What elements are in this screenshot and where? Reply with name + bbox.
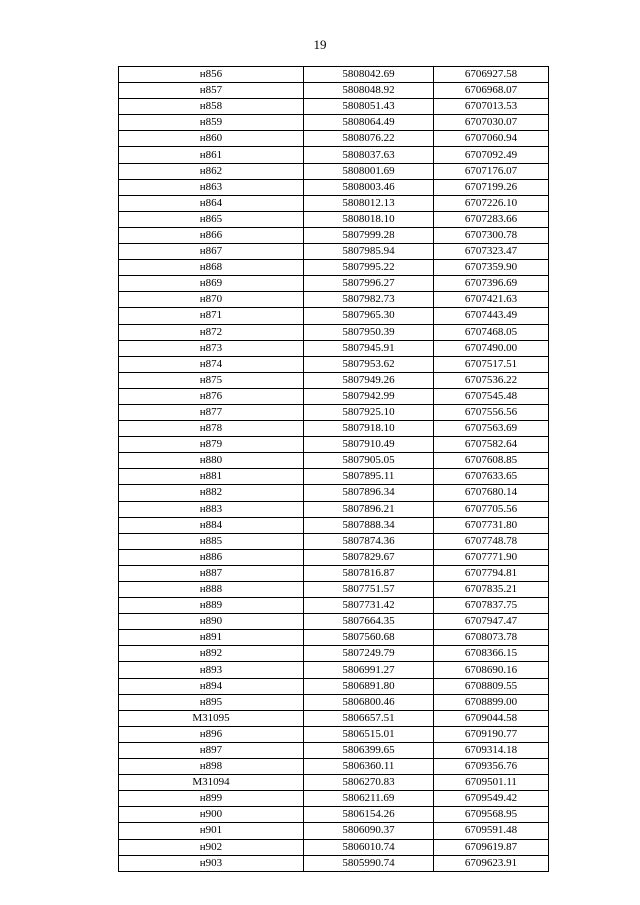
x-coordinate-cell: 5807829.67 xyxy=(304,549,434,565)
y-coordinate-cell: 6709591.48 xyxy=(434,823,549,839)
y-coordinate-cell: 6707731.80 xyxy=(434,517,549,533)
x-coordinate-cell: 5807965.30 xyxy=(304,308,434,324)
x-coordinate-cell: 5808003.46 xyxy=(304,179,434,195)
y-coordinate-cell: 6707748.78 xyxy=(434,533,549,549)
table-row xyxy=(119,791,549,807)
x-coordinate-cell: 5807950.39 xyxy=(304,324,434,340)
point-name-cell: н871 xyxy=(119,308,304,324)
y-coordinate-cell: 6707705.56 xyxy=(434,501,549,517)
table-row xyxy=(119,99,549,115)
x-coordinate-cell: 5807896.34 xyxy=(304,485,434,501)
y-coordinate-cell: 6708809.55 xyxy=(434,678,549,694)
table-row xyxy=(119,549,549,565)
table-row xyxy=(119,308,549,324)
point-name-cell: н888 xyxy=(119,582,304,598)
y-coordinate-cell: 6707396.69 xyxy=(434,276,549,292)
x-coordinate-cell: 5806010.74 xyxy=(304,839,434,855)
x-coordinate-cell: 5807905.05 xyxy=(304,453,434,469)
point-name-cell: н873 xyxy=(119,340,304,356)
x-coordinate-cell: 5807816.87 xyxy=(304,565,434,581)
y-coordinate-cell: 6707176.07 xyxy=(434,163,549,179)
table-row xyxy=(119,195,549,211)
x-coordinate-cell: 5806211.69 xyxy=(304,791,434,807)
table-row xyxy=(119,646,549,662)
point-name-cell: н866 xyxy=(119,227,304,243)
x-coordinate-cell: 5806399.65 xyxy=(304,742,434,758)
x-coordinate-cell: 5806090.37 xyxy=(304,823,434,839)
x-coordinate-cell: 5806991.27 xyxy=(304,662,434,678)
point-name-cell: н861 xyxy=(119,147,304,163)
table-row xyxy=(119,582,549,598)
coordinates-table xyxy=(118,66,549,872)
point-name-cell: н859 xyxy=(119,115,304,131)
x-coordinate-cell: 5807999.28 xyxy=(304,227,434,243)
table-row xyxy=(119,710,549,726)
point-name-cell: н880 xyxy=(119,453,304,469)
point-name-cell: н885 xyxy=(119,533,304,549)
point-name-cell: н883 xyxy=(119,501,304,517)
table-row xyxy=(119,775,549,791)
point-name-cell: н862 xyxy=(119,163,304,179)
table-row xyxy=(119,83,549,99)
table-row xyxy=(119,179,549,195)
table-row xyxy=(119,356,549,372)
y-coordinate-cell: 6708073.78 xyxy=(434,630,549,646)
table-row xyxy=(119,742,549,758)
x-coordinate-cell: 5807751.57 xyxy=(304,582,434,598)
point-name-cell: н902 xyxy=(119,839,304,855)
x-coordinate-cell: 5807949.26 xyxy=(304,372,434,388)
y-coordinate-cell: 6707490.00 xyxy=(434,340,549,356)
table-row xyxy=(119,839,549,855)
point-name-cell: н903 xyxy=(119,855,304,871)
x-coordinate-cell: 5806154.26 xyxy=(304,807,434,823)
table-row xyxy=(119,388,549,404)
y-coordinate-cell: 6707545.48 xyxy=(434,388,549,404)
y-coordinate-cell: 6707013.53 xyxy=(434,99,549,115)
point-name-cell: н877 xyxy=(119,404,304,420)
y-coordinate-cell: 6707421.63 xyxy=(434,292,549,308)
y-coordinate-cell: 6707300.78 xyxy=(434,227,549,243)
point-name-cell: н882 xyxy=(119,485,304,501)
x-coordinate-cell: 5808018.10 xyxy=(304,211,434,227)
x-coordinate-cell: 5808076.22 xyxy=(304,131,434,147)
table-row xyxy=(119,260,549,276)
point-name-cell: н872 xyxy=(119,324,304,340)
x-coordinate-cell: 5807249.79 xyxy=(304,646,434,662)
y-coordinate-cell: 6707226.10 xyxy=(434,195,549,211)
y-coordinate-cell: 6707835.21 xyxy=(434,582,549,598)
table-row xyxy=(119,759,549,775)
point-name-cell: н874 xyxy=(119,356,304,372)
point-name-cell: н879 xyxy=(119,437,304,453)
x-coordinate-cell: 5807888.34 xyxy=(304,517,434,533)
x-coordinate-cell: 5808048.92 xyxy=(304,83,434,99)
x-coordinate-cell: 5807664.35 xyxy=(304,614,434,630)
y-coordinate-cell: 6707323.47 xyxy=(434,244,549,260)
y-coordinate-cell: 6707771.90 xyxy=(434,549,549,565)
y-coordinate-cell: 6707608.85 xyxy=(434,453,549,469)
table-row xyxy=(119,533,549,549)
point-name-cell: н856 xyxy=(119,67,304,83)
x-coordinate-cell: 5806515.01 xyxy=(304,726,434,742)
y-coordinate-cell: 6707359.90 xyxy=(434,260,549,276)
y-coordinate-cell: 6707199.26 xyxy=(434,179,549,195)
x-coordinate-cell: 5808064.49 xyxy=(304,115,434,131)
y-coordinate-cell: 6707092.49 xyxy=(434,147,549,163)
x-coordinate-cell: 5807874.36 xyxy=(304,533,434,549)
table-row xyxy=(119,372,549,388)
y-coordinate-cell: 6709619.87 xyxy=(434,839,549,855)
table-row xyxy=(119,662,549,678)
point-name-cell: н881 xyxy=(119,469,304,485)
y-coordinate-cell: 6707468.05 xyxy=(434,324,549,340)
x-coordinate-cell: 5806657.51 xyxy=(304,710,434,726)
x-coordinate-cell: 5807918.10 xyxy=(304,421,434,437)
point-name-cell: н868 xyxy=(119,260,304,276)
point-name-cell: н893 xyxy=(119,662,304,678)
point-name-cell: М31094 xyxy=(119,775,304,791)
y-coordinate-cell: 6707680.14 xyxy=(434,485,549,501)
table-row xyxy=(119,292,549,308)
table-row xyxy=(119,115,549,131)
point-name-cell: н864 xyxy=(119,195,304,211)
table-row xyxy=(119,807,549,823)
table-row xyxy=(119,565,549,581)
point-name-cell: н876 xyxy=(119,388,304,404)
x-coordinate-cell: 5807995.22 xyxy=(304,260,434,276)
point-name-cell: н900 xyxy=(119,807,304,823)
table-row xyxy=(119,437,549,453)
table-row xyxy=(119,469,549,485)
x-coordinate-cell: 5807945.91 xyxy=(304,340,434,356)
point-name-cell: н870 xyxy=(119,292,304,308)
point-name-cell: н890 xyxy=(119,614,304,630)
coordinates-table-body xyxy=(119,67,549,872)
y-coordinate-cell: 6709549.42 xyxy=(434,791,549,807)
x-coordinate-cell: 5807985.94 xyxy=(304,244,434,260)
table-row xyxy=(119,823,549,839)
x-coordinate-cell: 5807942.99 xyxy=(304,388,434,404)
x-coordinate-cell: 5806800.46 xyxy=(304,694,434,710)
point-name-cell: н891 xyxy=(119,630,304,646)
y-coordinate-cell: 6708690.16 xyxy=(434,662,549,678)
table-row xyxy=(119,227,549,243)
y-coordinate-cell: 6709501.11 xyxy=(434,775,549,791)
x-coordinate-cell: 5808051.43 xyxy=(304,99,434,115)
table-row xyxy=(119,163,549,179)
table-row xyxy=(119,276,549,292)
x-coordinate-cell: 5806270.83 xyxy=(304,775,434,791)
point-name-cell: н897 xyxy=(119,742,304,758)
y-coordinate-cell: 6708899.00 xyxy=(434,694,549,710)
x-coordinate-cell: 5805990.74 xyxy=(304,855,434,871)
point-name-cell: н860 xyxy=(119,131,304,147)
y-coordinate-cell: 6707633.65 xyxy=(434,469,549,485)
table-row xyxy=(119,678,549,694)
table-row xyxy=(119,211,549,227)
y-coordinate-cell: 6709356.76 xyxy=(434,759,549,775)
point-name-cell: н858 xyxy=(119,99,304,115)
y-coordinate-cell: 6707060.94 xyxy=(434,131,549,147)
y-coordinate-cell: 6707283.66 xyxy=(434,211,549,227)
table-row xyxy=(119,855,549,871)
table-row xyxy=(119,485,549,501)
point-name-cell: н896 xyxy=(119,726,304,742)
y-coordinate-cell: 6707794.81 xyxy=(434,565,549,581)
x-coordinate-cell: 5808042.69 xyxy=(304,67,434,83)
y-coordinate-cell: 6706927.58 xyxy=(434,67,549,83)
point-name-cell: н898 xyxy=(119,759,304,775)
point-name-cell: н863 xyxy=(119,179,304,195)
table-row xyxy=(119,404,549,420)
page-number: 19 xyxy=(313,37,327,52)
point-name-cell: н884 xyxy=(119,517,304,533)
point-name-cell: н886 xyxy=(119,549,304,565)
point-name-cell: М31095 xyxy=(119,710,304,726)
point-name-cell: н887 xyxy=(119,565,304,581)
y-coordinate-cell: 6707563.69 xyxy=(434,421,549,437)
y-coordinate-cell: 6707582.64 xyxy=(434,437,549,453)
table-row xyxy=(119,147,549,163)
y-coordinate-cell: 6707443.49 xyxy=(434,308,549,324)
x-coordinate-cell: 5807560.68 xyxy=(304,630,434,646)
x-coordinate-cell: 5808012.13 xyxy=(304,195,434,211)
table-row xyxy=(119,131,549,147)
x-coordinate-cell: 5807996.27 xyxy=(304,276,434,292)
table-row xyxy=(119,694,549,710)
table-row xyxy=(119,501,549,517)
point-name-cell: н857 xyxy=(119,83,304,99)
table-row xyxy=(119,517,549,533)
y-coordinate-cell: 6706968.07 xyxy=(434,83,549,99)
point-name-cell: н867 xyxy=(119,244,304,260)
y-coordinate-cell: 6709044.58 xyxy=(434,710,549,726)
x-coordinate-cell: 5807953.62 xyxy=(304,356,434,372)
x-coordinate-cell: 5807982.73 xyxy=(304,292,434,308)
table-row xyxy=(119,614,549,630)
y-coordinate-cell: 6707517.51 xyxy=(434,356,549,372)
x-coordinate-cell: 5807895.11 xyxy=(304,469,434,485)
y-coordinate-cell: 6709623.91 xyxy=(434,855,549,871)
x-coordinate-cell: 5807910.49 xyxy=(304,437,434,453)
table-row xyxy=(119,630,549,646)
point-name-cell: н889 xyxy=(119,598,304,614)
table-row xyxy=(119,421,549,437)
point-name-cell: н869 xyxy=(119,276,304,292)
point-name-cell: н901 xyxy=(119,823,304,839)
y-coordinate-cell: 6707536.22 xyxy=(434,372,549,388)
y-coordinate-cell: 6709190.77 xyxy=(434,726,549,742)
table-row xyxy=(119,340,549,356)
y-coordinate-cell: 6707837.75 xyxy=(434,598,549,614)
point-name-cell: н899 xyxy=(119,791,304,807)
x-coordinate-cell: 5807925.10 xyxy=(304,404,434,420)
point-name-cell: н894 xyxy=(119,678,304,694)
table-row xyxy=(119,726,549,742)
table-row xyxy=(119,67,549,83)
y-coordinate-cell: 6707030.07 xyxy=(434,115,549,131)
y-coordinate-cell: 6708366.15 xyxy=(434,646,549,662)
x-coordinate-cell: 5806891.80 xyxy=(304,678,434,694)
y-coordinate-cell: 6709314.18 xyxy=(434,742,549,758)
x-coordinate-cell: 5808037.63 xyxy=(304,147,434,163)
point-name-cell: н875 xyxy=(119,372,304,388)
x-coordinate-cell: 5806360.11 xyxy=(304,759,434,775)
table-row xyxy=(119,324,549,340)
table-row xyxy=(119,244,549,260)
point-name-cell: н895 xyxy=(119,694,304,710)
point-name-cell: н892 xyxy=(119,646,304,662)
x-coordinate-cell: 5808001.69 xyxy=(304,163,434,179)
x-coordinate-cell: 5807896.21 xyxy=(304,501,434,517)
y-coordinate-cell: 6707556.56 xyxy=(434,404,549,420)
y-coordinate-cell: 6709568.95 xyxy=(434,807,549,823)
point-name-cell: н865 xyxy=(119,211,304,227)
point-name-cell: н878 xyxy=(119,421,304,437)
x-coordinate-cell: 5807731.42 xyxy=(304,598,434,614)
table-row xyxy=(119,453,549,469)
table-row xyxy=(119,598,549,614)
y-coordinate-cell: 6707947.47 xyxy=(434,614,549,630)
